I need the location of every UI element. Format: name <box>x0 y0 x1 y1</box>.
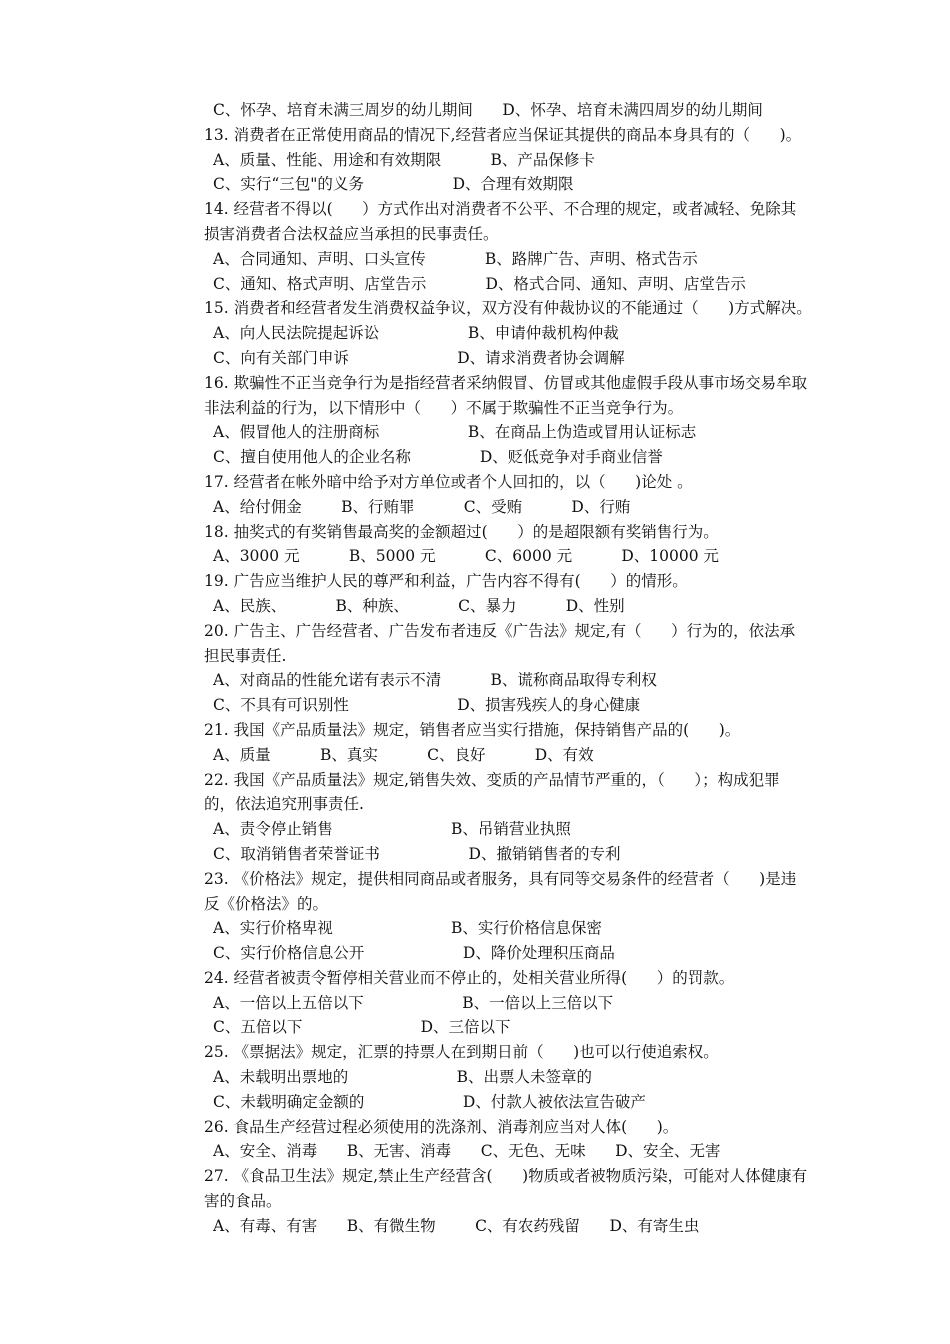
answer-options-line: A、质量、性能、用途和有效期限 B、产品保修卡 <box>213 150 595 169</box>
answer-options-line: A、实行价格卑视 B、实行价格信息保密 <box>213 919 602 938</box>
answer-options-line: A、假冒他人的注册商标 B、在商品上伪造或冒用认证标志 <box>213 423 697 442</box>
answer-options-line: C、五倍以下 D、三倍以下 <box>213 1018 511 1037</box>
answer-options-line: C、实行“三包"的义务 D、合理有效期限 <box>213 175 574 194</box>
question-stem-line: 14. 经营者不得以( ）方式作出对消费者不公平、不合理的规定，或者减轻、免除其 <box>204 200 797 219</box>
answer-options-line: A、合同通知、声明、口头宣传 B、路牌广告、声明、格式告示 <box>213 249 698 268</box>
answer-options-line: A、3000 元 B、5000 元 C、6000 元 D、10000 元 <box>213 547 720 566</box>
question-stem-line: 24. 经营者被责令暂停相关营业而不停止的，处相关营业所得( ）的罚款。 <box>204 968 735 987</box>
question-stem-line: 25. 《票据法》规定，汇票的持票人在到期日前（ )也可以行使追索权。 <box>204 1043 719 1062</box>
question-stem-line: 害的食品。 <box>204 1192 282 1211</box>
answer-options-line: A、有毒、有害 B、有微生物 C、有农药残留 D、有寄生虫 <box>213 1216 700 1235</box>
question-stem-line: 26. 食品生产经营过程必须使用的洗涤剂、消毒剂应当对人体( )。 <box>204 1117 679 1136</box>
answer-options-line: C、实行价格信息公开 D、降价处理积压商品 <box>213 944 615 963</box>
question-stem-line: 15. 消费者和经营者发生消费权益争议，双方没有仲裁协议的不能通过（ )方式解决。 <box>204 299 812 318</box>
answer-options-line: A、安全、消毒 B、无害、消毒 C、无色、无味 D、安全、无害 <box>213 1142 721 1161</box>
question-stem-line: 损害消费者合法权益应当承担的民事责任。 <box>204 224 499 243</box>
answer-options-line: A、未载明出票地的 B、出票人未签章的 <box>213 1068 592 1087</box>
question-stem-line: 非法利益的行为，以下情形中（ ）不属于欺骗性不正当竞争行为。 <box>204 398 684 417</box>
question-stem-line: 的，依法追究刑事责任. <box>204 795 364 814</box>
answer-options-line: A、民族、 B、种族、 C、暴力 D、性别 <box>213 596 625 615</box>
question-stem-line: 13. 消费者在正常使用商品的情况下,经营者应当保证其提供的商品本身具有的（ )。 <box>204 125 802 144</box>
question-stem-line: 27. 《食品卫生法》规定,禁止生产经营含( )物质或者被物质污染，可能对人体健康有 <box>204 1167 808 1186</box>
answer-options-line: A、向人民法院提起诉讼 B、申请仲裁机构仲裁 <box>213 324 619 343</box>
answer-options-line: C、向有关部门申诉 D、请求消费者协会调解 <box>213 348 625 367</box>
question-stem-line: 23. 《价格法》规定，提供相同商品或者服务，具有同等交易条件的经营者（ )是违 <box>204 869 797 888</box>
answer-options-line: C、未载明确定金额的 D、付款人被依法宣告破产 <box>213 1092 646 1111</box>
answer-options-line: C、取消销售者荣誉证书 D、撤销销售者的专利 <box>213 844 621 863</box>
answer-options-line: C、擅自使用他人的企业名称 D、贬低竞争对手商业信誉 <box>213 448 663 467</box>
question-stem-line: 担民事责任. <box>204 646 287 665</box>
question-stem-line: 20. 广告主、广告经营者、广告发布者违反《广告法》规定,有（ ）行为的，依法承 <box>204 621 796 640</box>
answer-options-line: C、怀孕、培育未满三周岁的幼儿期间 D、怀孕、培育未满四周岁的幼儿期间 <box>213 101 763 119</box>
answer-options-line: A、一倍以上五倍以下 B、一倍以上三倍以下 <box>213 993 614 1012</box>
question-stem-line: 22. 我国《产品质量法》规定,销售失效、变质的产品情节严重的，（ ）；构成犯罪 <box>204 770 780 789</box>
question-list <box>204 98 860 1239</box>
answer-options-line: A、对商品的性能允诺有表示不清 B、谎称商品取得专利权 <box>213 671 657 690</box>
answer-options-line: C、不具有可识别性 D、损害残疾人的身心健康 <box>213 696 641 715</box>
question-stem-line: 16. 欺骗性不正当竞争行为是指经营者采纳假冒、仿冒或其他虚假手段从事市场交易牟取 <box>204 373 808 392</box>
question-stem-line: 21. 我国《产品质量法》规定，销售者应当实行措施，保持销售产品的( )。 <box>204 720 741 739</box>
answer-options-line: C、通知、格式声明、店堂告示 D、格式合同、通知、声明、店堂告示 <box>213 274 746 293</box>
question-stem-line: 19. 广告应当维护人民的尊严和利益，广告内容不得有( ）的情形。 <box>204 572 688 591</box>
question-stem-line: 17. 经营者在帐外暗中给予对方单位或者个人回扣的，以（ )论处 。 <box>204 472 693 491</box>
question-stem-line: 18. 抽奖式的有奖销售最高奖的金额超过( ）的是超限额有奖销售行为。 <box>204 522 719 541</box>
answer-options-line: A、质量 B、真实 C、良好 D、有效 <box>213 745 594 764</box>
answer-options-line: A、给付佣金 B、行贿罪 C、受贿 D、行贿 <box>213 497 631 516</box>
answer-options-line: A、责令停止销售 B、吊销营业执照 <box>213 820 571 839</box>
question-stem-line: 反《价格法》的。 <box>204 894 329 913</box>
